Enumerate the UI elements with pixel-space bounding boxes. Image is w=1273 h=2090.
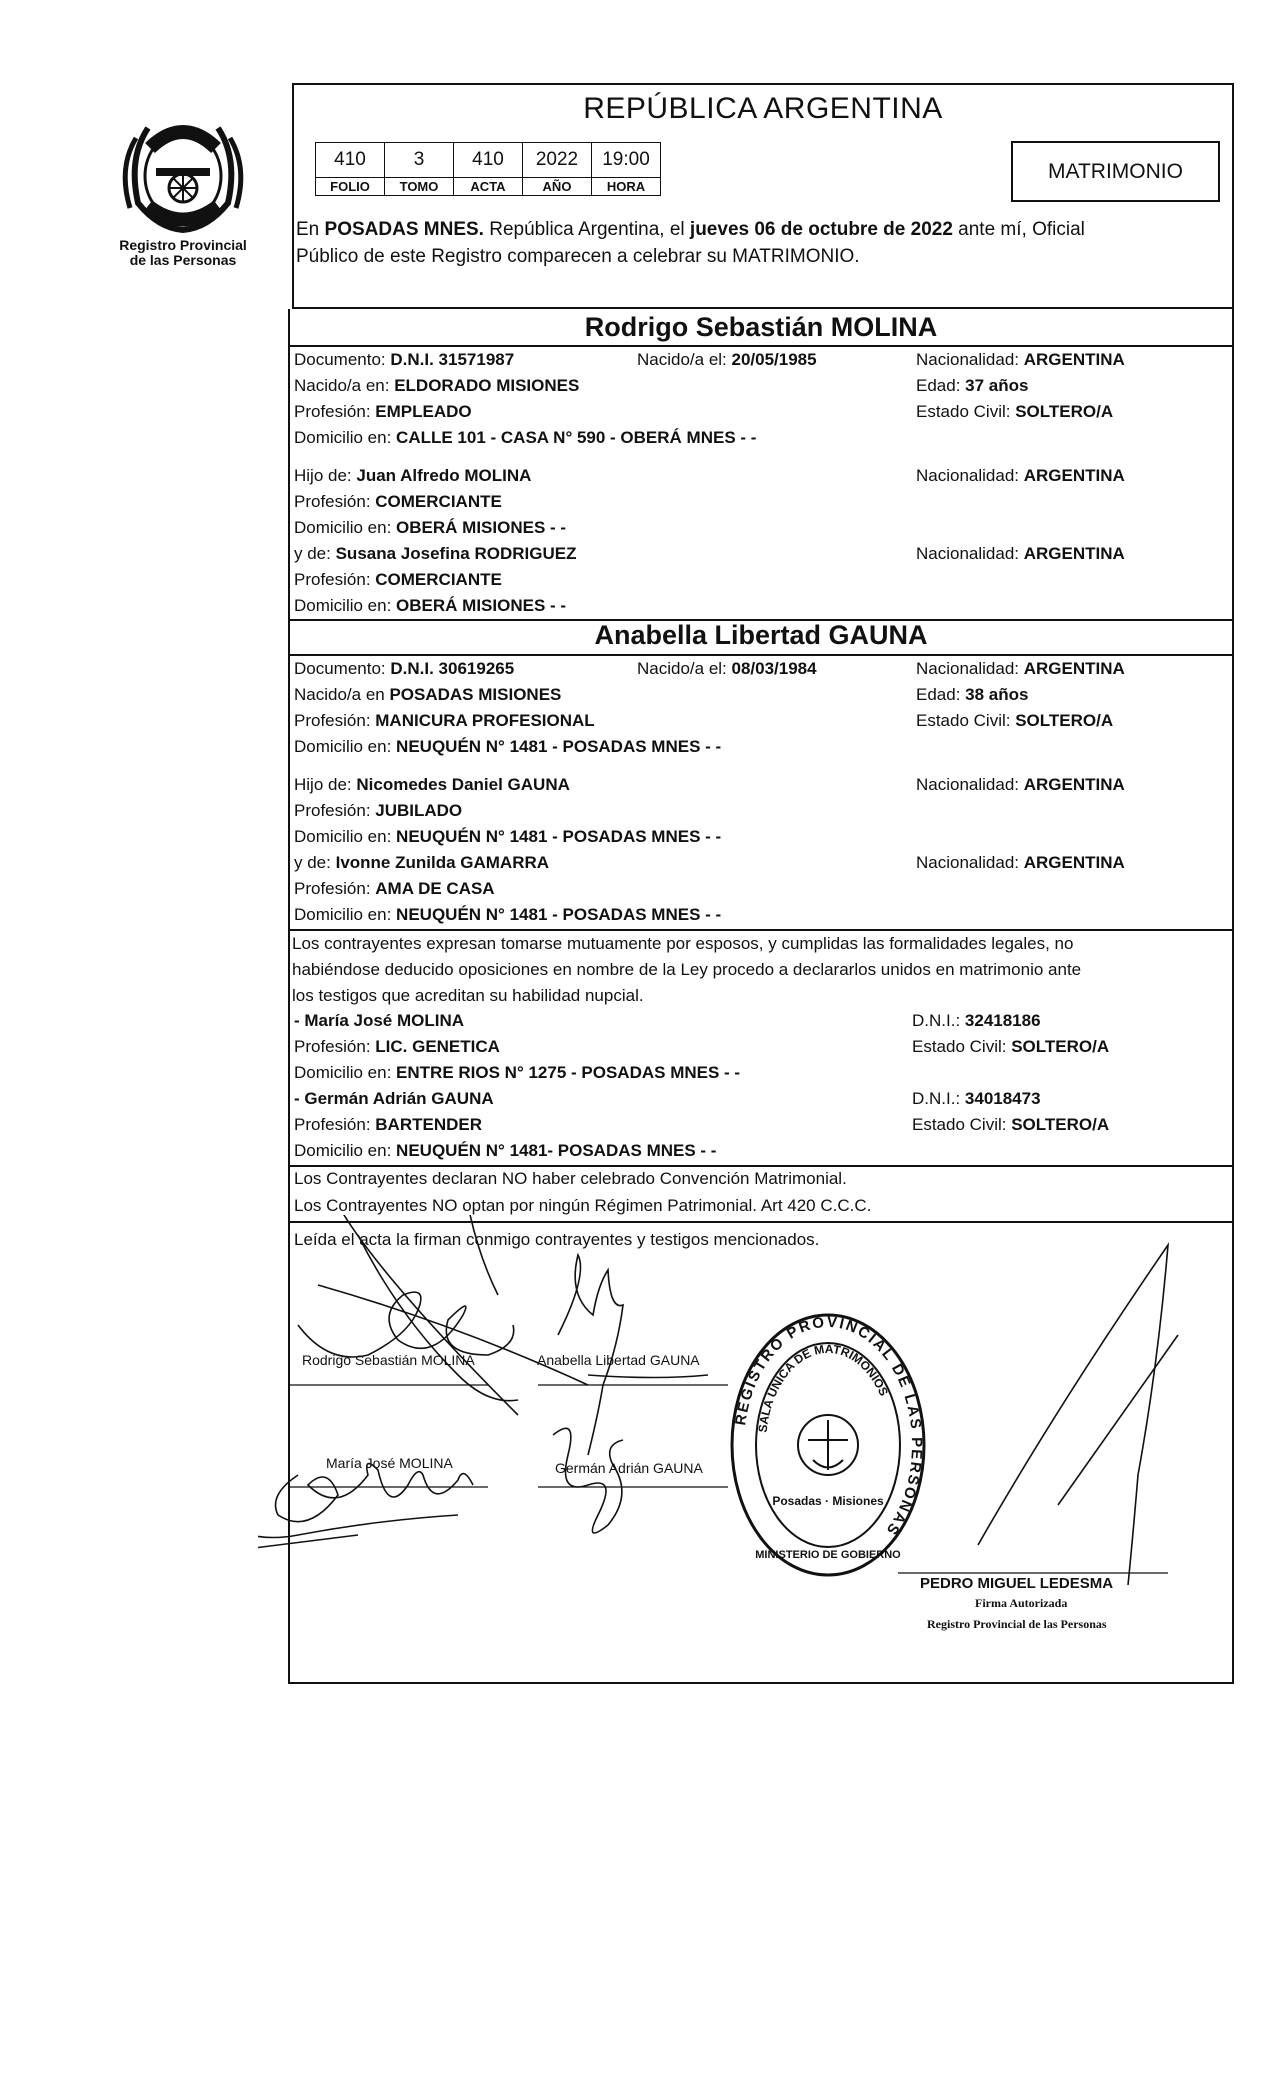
spouse2-signature-name: Anabella Libertad GAUNA — [537, 1352, 700, 1368]
spouse1-age: Edad: 37 años — [916, 376, 1029, 395]
witness1-address: Domicilio en: ENTRE RIOS N° 1275 - POSADAS MNES - - — [294, 1063, 741, 1082]
spouse1-mother-address: Domicilio en: OBERÁ MISIONES - - — [294, 596, 567, 615]
caption-line-2: de las Personas — [129, 252, 237, 268]
spouse1-document: Documento: D.N.I. 31571987 — [294, 350, 515, 369]
acta-label: ACTA — [454, 178, 523, 196]
conventions-line-1: Los Contrayentes declaran NO haber celebrado Convención Matrimonial. — [294, 1169, 847, 1188]
declaration-line-2: habiéndose deducido oposiciones en nombre de la Ley procedo a declararlos unidos en matrimonio ante — [292, 960, 1082, 979]
spouse1-born-in: Nacido/a en: ELDORADO MISIONES — [294, 376, 580, 395]
provincial-seal-icon — [108, 108, 258, 238]
acta-value: 410 — [454, 143, 523, 178]
svg-text:REGISTRO PROVINCIAL DE LAS PER: REGISTRO PROVINCIAL DE LAS PERSONAS — [732, 1313, 926, 1540]
spouse1-nationality: Nacionalidad: ARGENTINA — [916, 350, 1125, 369]
official-title: Firma Autorizada — [975, 1596, 1068, 1610]
caption-line-1: Registro Provincial — [119, 237, 247, 253]
spouse1-born-on: Nacido/a el: 20/05/1985 — [637, 350, 817, 369]
registry-data-table — [315, 142, 661, 196]
witness1-signature-name: María José MOLINA — [326, 1455, 453, 1471]
tomo-value: 3 — [385, 143, 454, 178]
witness1-profession: Profesión: LIC. GENETICA — [294, 1037, 500, 1056]
intro-paragraph — [296, 216, 1234, 270]
act-type-box: MATRIMONIO — [1011, 141, 1220, 202]
spouse1-signature-name: Rodrigo Sebastián MOLINA — [302, 1352, 475, 1368]
witness1-civil-status: Estado Civil: SOLTERO/A — [912, 1037, 1110, 1056]
witness2-address: Domicilio en: NEUQUÉN N° 1481- POSADAS MNES - - — [294, 1141, 717, 1160]
witness1-name: - María José MOLINA — [294, 1011, 465, 1030]
svg-text:MINISTERIO DE GOBIERNO: MINISTERIO DE GOBIERNO — [755, 1549, 901, 1561]
spouse1-civil-status: Estado Civil: SOLTERO/A — [916, 402, 1114, 421]
witness2-dni: D.N.I.: 34018473 — [912, 1089, 1041, 1108]
spouse2-mother-nationality: Nacionalidad: ARGENTINA — [916, 853, 1125, 872]
spouse2-born-in: Nacido/a en POSADAS MISIONES — [294, 685, 562, 704]
spouse2-name: Anabella Libertad GAUNA — [594, 620, 928, 650]
declaration-paragraph — [292, 931, 1234, 1009]
spouse2-civil-status: Estado Civil: SOLTERO/A — [916, 711, 1114, 730]
folio-label: FOLIO — [316, 178, 385, 196]
spouse1-profession: Profesión: EMPLEADO — [294, 402, 472, 421]
intro-line-2: Público de este Registro comparecen a celebrar su MATRIMONIO. — [296, 246, 860, 267]
conventions-line-2: Los Contrayentes NO optan por ningún Régimen Patrimonial. Art 420 C.C.C. — [294, 1196, 872, 1215]
year-value: 2022 — [523, 143, 592, 178]
spouse2-address: Domicilio en: NEUQUÉN N° 1481 - POSADAS MNES - - — [294, 737, 722, 756]
spouse2-father-nationality: Nacionalidad: ARGENTINA — [916, 775, 1125, 794]
spouse1-address: Domicilio en: CALLE 101 - CASA N° 590 - OBERÁ MNES - - — [294, 428, 757, 447]
spouse1-father-profession: Profesión: COMERCIANTE — [294, 492, 502, 511]
spouse2-nationality: Nacionalidad: ARGENTINA — [916, 659, 1125, 678]
hour-label: HORA — [592, 178, 661, 196]
spouse2-father-address: Domicilio en: NEUQUÉN N° 1481 - POSADAS MNES - - — [294, 827, 722, 846]
spouse1-father-nationality: Nacionalidad: ARGENTINA — [916, 466, 1125, 485]
witness2-civil-status: Estado Civil: SOLTERO/A — [912, 1115, 1110, 1134]
spouse2-mother-address: Domicilio en: NEUQUÉN N° 1481 - POSADAS MNES - - — [294, 905, 722, 924]
spouse1-mother-nationality: Nacionalidad: ARGENTINA — [916, 544, 1125, 563]
registry-logo-caption — [98, 238, 268, 268]
spouse2-mother-profession: Profesión: AMA DE CASA — [294, 879, 495, 898]
spouse2-father: Hijo de: Nicomedes Daniel GAUNA — [294, 775, 570, 794]
document-title: REPÚBLICA ARGENTINA — [583, 92, 943, 125]
spouse2-age: Edad: 38 años — [916, 685, 1029, 704]
official-org: Registro Provincial de las Personas — [927, 1617, 1107, 1631]
declaration-line-3: los testigos que acreditan su habilidad nupcial. — [292, 986, 644, 1005]
declaration-line-1: Los contrayentes expresan tomarse mutuamente por esposos, y cumplidas las formalidades legales, no — [292, 934, 1074, 953]
svg-text:Posadas · Misiones: Posadas · Misiones — [772, 1494, 884, 1508]
spouse2-born-on: Nacido/a el: 08/03/1984 — [637, 659, 817, 678]
hour-value: 19:00 — [592, 143, 661, 178]
year-label: AÑO — [523, 178, 592, 196]
spouse1-father-address: Domicilio en: OBERÁ MISIONES - - — [294, 518, 567, 537]
witness2-name: - Germán Adrián GAUNA — [294, 1089, 494, 1108]
spouse1-mother-profession: Profesión: COMERCIANTE — [294, 570, 502, 589]
spouse2-document: Documento: D.N.I. 30619265 — [294, 659, 515, 678]
spouse1-father: Hijo de: Juan Alfredo MOLINA — [294, 466, 532, 485]
folio-value: 410 — [316, 143, 385, 178]
spouse2-profession: Profesión: MANICURA PROFESIONAL — [294, 711, 595, 730]
spouse1-name: Rodrigo Sebastián MOLINA — [584, 312, 938, 342]
witness1-dni: D.N.I.: 32418186 — [912, 1011, 1041, 1030]
spouse1-mother: y de: Susana Josefina RODRIGUEZ — [294, 544, 577, 563]
intro-line-1: En POSADAS MNES. República Argentina, el jueves 06 de octubre de 2022 ante mí, Oficial — [296, 219, 1085, 240]
svg-text:SALA ÚNICA DE MATRIMONIOS: SALA ÚNICA DE MATRIMONIOS — [755, 1341, 891, 1434]
closing-statement: Leída el acta la firman conmigo contrayentes y testigos mencionados. — [294, 1230, 820, 1249]
official-name: PEDRO MIGUEL LEDESMA — [920, 1575, 1114, 1592]
witness2-signature-name: Germán Adrián GAUNA — [555, 1460, 703, 1476]
tomo-label: TOMO — [385, 178, 454, 196]
witness2-profession: Profesión: BARTENDER — [294, 1115, 482, 1134]
spouse2-father-profession: Profesión: JUBILADO — [294, 801, 463, 820]
official-stamp-icon — [728, 1310, 928, 1580]
spouse2-mother: y de: Ivonne Zunilda GAMARRA — [294, 853, 550, 872]
